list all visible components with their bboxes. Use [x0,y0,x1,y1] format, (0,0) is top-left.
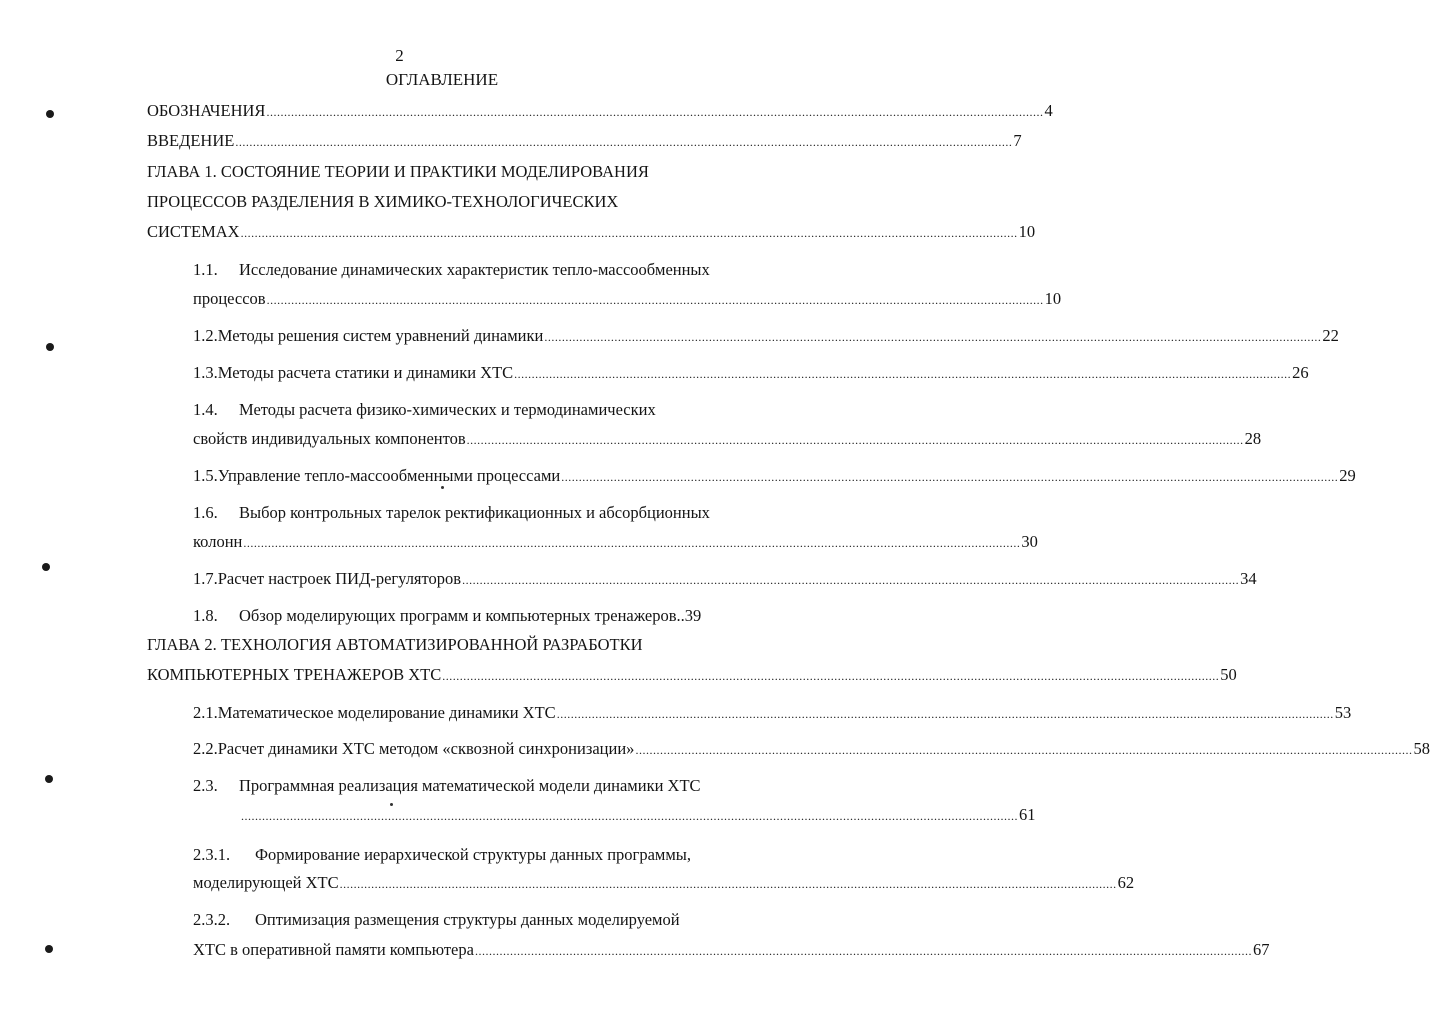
toc-entry-introduction[interactable] [147,131,1022,152]
toc-section-1-7[interactable] [193,569,1257,590]
toc-chapter1-line1[interactable] [147,162,747,182]
toc-section-2-3-2-line2[interactable] [193,940,1270,961]
toc-section-2-1[interactable] [193,703,1352,724]
toc-entry-page: 67 [1252,940,1270,959]
section-number: 2.3. [193,776,218,795]
toc-entry-page: 4 [1044,101,1053,120]
toc-entry-title: ОБОЗНАЧЕНИЯ [147,101,266,120]
toc-section-2-2[interactable] [193,739,1430,760]
toc-section-2-3-1-line1[interactable] [193,845,753,865]
section-number: 1.2. [193,326,218,345]
section-number: 1.5. [193,466,218,485]
toc-entry-title: СИСТЕМАХ [147,222,240,241]
dot-leader: .............................................................................................................................................................................................................................. [635,743,1413,757]
toc-entry-title: ГЛАВА 1. СОСТОЯНИЕ ТЕОРИИ И ПРАКТИКИ МОДЕЛИРОВАНИЯ [147,162,649,181]
toc-entry-title: Выбор контрольных тарелок ректификационных и абсорбционных [239,503,710,522]
toc-entry-title: Исследование динамических характеристик тепло-массообменных [239,260,710,279]
dot-leader: .............................................................................................................................................................................................................................. [466,433,1244,447]
toc-section-1-4-line2[interactable] [193,429,1262,450]
section-number: 1.3. [193,363,218,382]
toc-entry-title: Методы расчета физико-химических и термодинамических [239,400,656,419]
dot-leader: .............................................................................................................................................................................................................................. [241,809,1018,823]
toc-entry-title: ХТС в оперативной памяти компьютера [193,940,474,959]
toc-entry-page: 58 [1413,739,1430,758]
toc-entry-page: 10 [1018,222,1036,241]
toc-section-1-6-line1[interactable] [193,503,753,523]
toc-entry-title: КОМПЬЮТЕРНЫХ ТРЕНАЖЕРОВ ХТС [147,665,442,684]
toc-section-1-8[interactable] [193,606,740,626]
binding-mark [45,945,53,953]
toc-section-1-3[interactable] [193,363,1309,384]
toc-entry-page: 50 [1220,665,1237,684]
toc-entry-title: Расчет настроек ПИД-регуляторов [217,569,462,588]
toc-entry-title: Методы решения систем уравнений динамики [217,326,544,345]
dot-leader: .............................................................................................................................................................................................................................. [240,226,1018,240]
section-number: 1.7. [193,569,218,588]
dot-leader: .............................................................................................................................................................................................................................. [235,135,1013,149]
toc-entry-title: ВВЕДЕНИЕ [147,131,235,150]
scan-speck [390,803,393,806]
dot-leader: .............................................................................................................................................................................................................................. [339,877,1117,891]
dot-leader: .............................................................................................................................................................................................................................. [561,470,1339,484]
toc-entry-title: ГЛАВА 2. ТЕХНОЛОГИЯ АВТОМАТИЗИРОВАННОЙ РАЗРАБОТКИ [147,635,643,654]
page-number: 2 [395,46,404,65]
section-number: 1.1. [193,260,218,279]
toc-section-1-6-line2[interactable] [193,532,1038,553]
toc-chapter2-line1[interactable] [147,635,747,655]
toc-entry-title: процессов [193,289,266,308]
dot-leader: .............................................................................................................................................................................................................................. [462,573,1240,587]
toc-entry-page: 53 [1334,703,1352,722]
toc-chapter1-line2[interactable] [147,192,747,212]
dot-leader: .............................................................................................................................................................................................................................. [474,944,1252,958]
toc-entry-page: 10 [1044,289,1062,308]
toc-entry-title: ПРОЦЕССОВ РАЗДЕЛЕНИЯ В ХИМИКО-ТЕХНОЛОГИЧЕСКИХ [147,192,619,211]
toc-section-2-3-1-line2[interactable] [193,873,1135,894]
dot-leader: .............................................................................................................................................................................................................................. [442,669,1220,683]
toc-entry-title: Обзор моделирующих программ и компьютерных тренажеров.. [239,606,685,625]
section-number: 2.2. [193,739,218,758]
toc-entry-title: Формирование иерархической структуры данных программы, [255,845,691,864]
toc-entry-title: Управление тепло-массообменными процессами [217,466,561,485]
binding-mark [42,563,50,571]
section-number: 2.3.2. [193,910,231,929]
dot-leader: .............................................................................................................................................................................................................................. [556,707,1334,721]
toc-entry-title: колонн [193,532,243,551]
toc-entry-page: 62 [1117,873,1135,892]
toc-section-1-1-line2[interactable] [193,289,1062,310]
toc-section-2-3-line1[interactable] [193,776,753,796]
toc-chapter1-line3[interactable] [147,222,1036,243]
toc-section-1-5[interactable] [193,466,1356,487]
toc-entry-page: 30 [1021,532,1038,551]
dot-leader: .............................................................................................................................................................................................................................. [243,536,1021,550]
toc-entry-page: 26 [1292,363,1309,382]
toc-entry-title: Математическое моделирование динамики ХТС [217,703,556,722]
toc-title: ОГЛАВЛЕНИЕ [385,70,499,89]
binding-mark [46,110,54,118]
binding-mark [46,343,54,351]
toc-section-1-1-line1[interactable] [193,260,753,280]
section-number: 1.6. [193,503,218,522]
toc-entry-page: 39 [684,606,702,625]
section-number: 2.3.1. [193,845,231,864]
toc-entry-page: 7 [1013,131,1022,150]
toc-entry-title: свойств индивидуальных компонентов [193,429,466,448]
dot-leader: .............................................................................................................................................................................................................................. [544,330,1322,344]
section-number: 1.4. [193,400,218,419]
binding-mark [45,775,53,783]
dot-leader: .............................................................................................................................................................................................................................. [514,367,1292,381]
toc-entry-title: Расчет динамики ХТС методом «сквозной синхронизации» [217,739,635,758]
toc-chapter2-line2[interactable] [147,665,1237,686]
scan-speck [441,486,444,489]
toc-entry-notation[interactable] [147,101,1053,122]
toc-section-1-4-line1[interactable] [193,400,753,420]
section-number: 2.1. [193,703,218,722]
toc-entry-title: Программная реализация математической модели динамики ХТС [239,776,701,795]
toc-entry-title: Оптимизация размещения структуры данных моделируемой [255,910,680,929]
toc-section-2-3-line2[interactable] [240,805,1036,826]
toc-entry-title: моделирующей ХТС [193,873,339,892]
toc-entry-page: 22 [1322,326,1339,345]
toc-entry-page: 34 [1240,569,1257,588]
dot-leader: .............................................................................................................................................................................................................................. [266,105,1044,119]
toc-entry-page: 28 [1244,429,1262,448]
toc-entry-title: Методы расчета статики и динамики ХТС [217,363,514,382]
toc-entry-page: 61 [1019,805,1036,824]
toc-section-2-3-2-line1[interactable] [193,910,753,930]
dot-leader: .............................................................................................................................................................................................................................. [266,293,1044,307]
toc-entry-page: 29 [1339,466,1356,485]
toc-section-1-2[interactable] [193,326,1339,347]
section-number: 1.8. [193,606,218,625]
